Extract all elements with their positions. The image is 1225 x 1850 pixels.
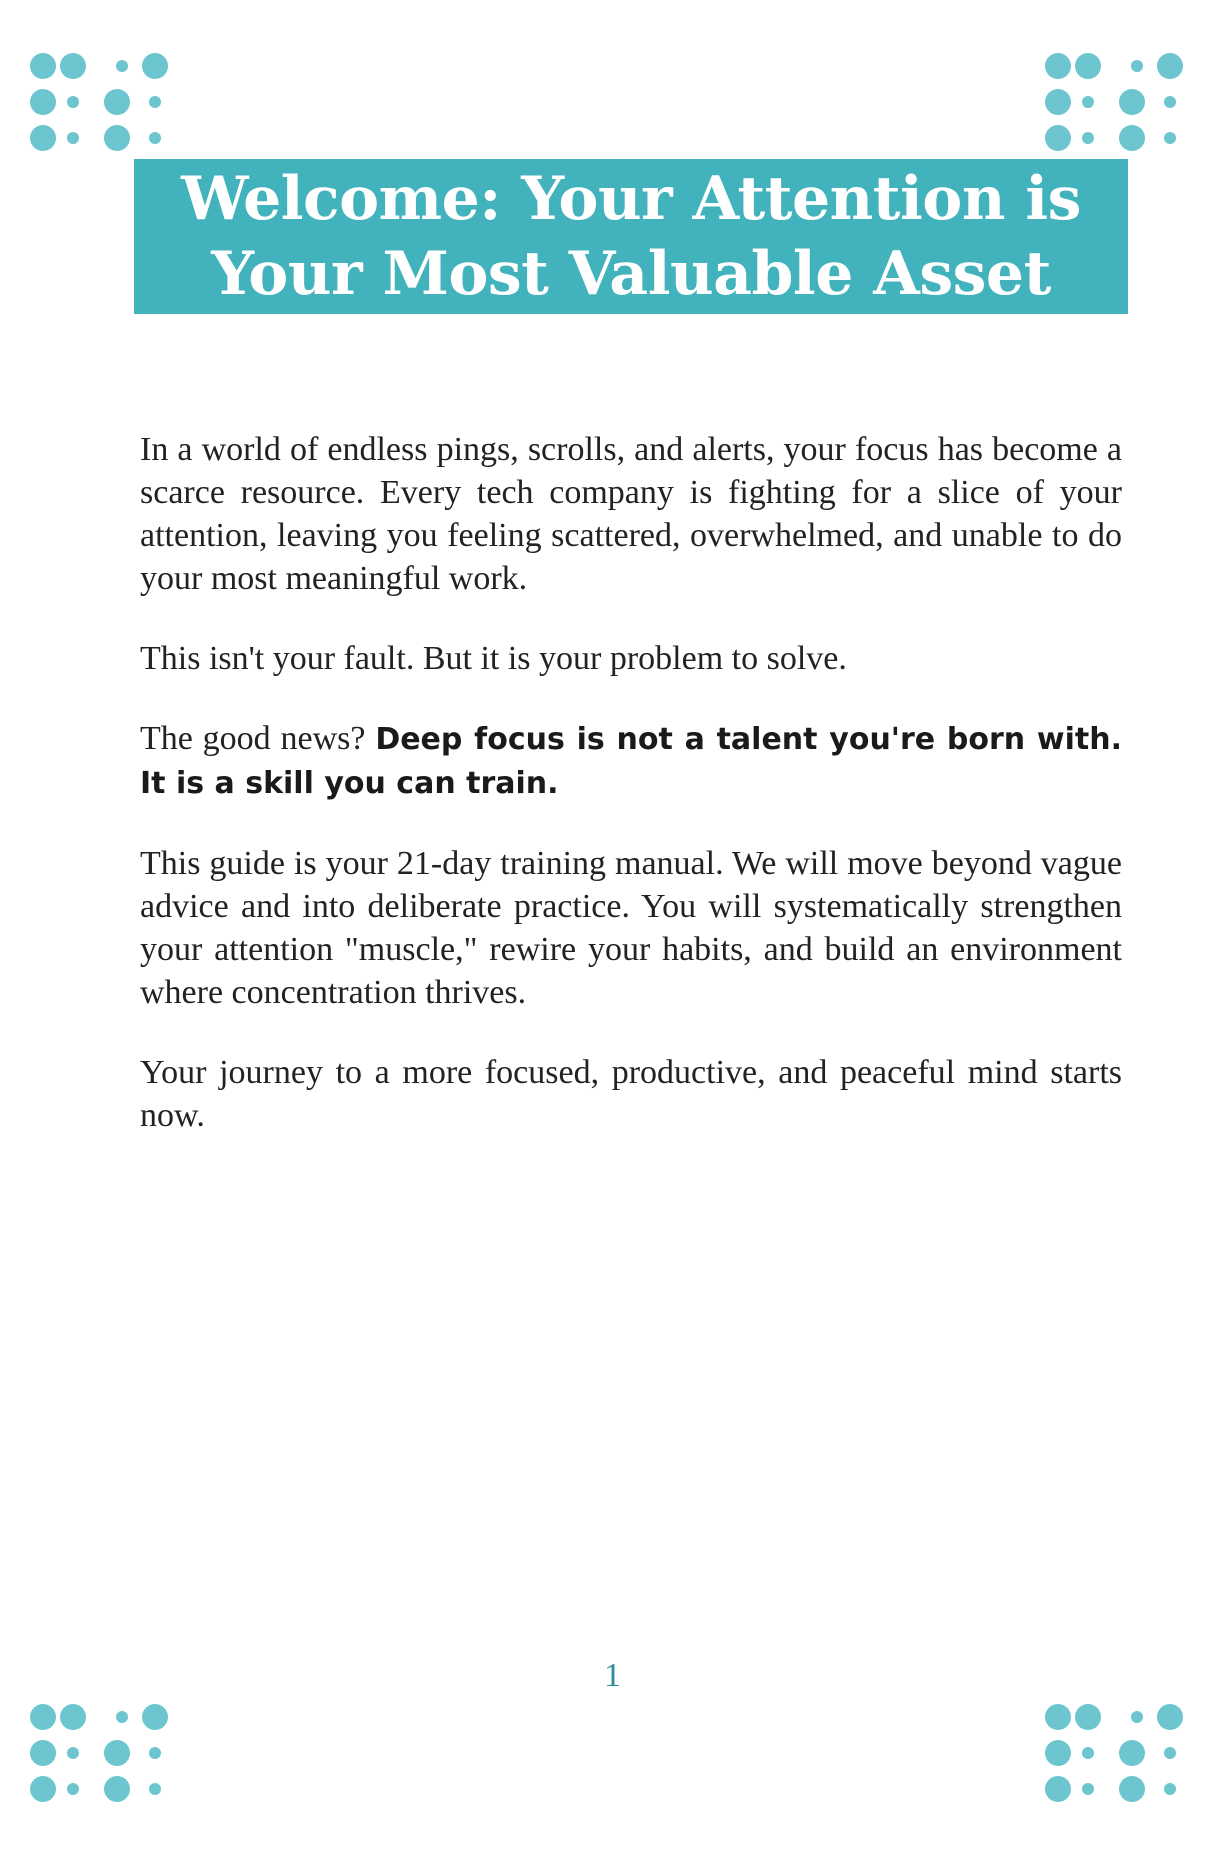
decorative-dot (149, 96, 161, 108)
decorative-dot (30, 1776, 56, 1802)
decorative-dot (1164, 132, 1176, 144)
decorative-dot (1164, 1747, 1176, 1759)
decorative-dot (30, 1740, 56, 1766)
paragraph-intro: In a world of endless pings, scrolls, and alerts, your focus has become a scarce resource. Every tech company is fighting for a slice of your attention, leaving you feeling scattered, overwhelmed, and unable to do your most meaningful work. (140, 431, 1122, 597)
decorative-dot (30, 1704, 56, 1730)
decorative-dot (1082, 96, 1094, 108)
decorative-dot (1157, 53, 1183, 79)
decorative-dot (116, 60, 128, 72)
decorative-dot (1075, 1704, 1101, 1730)
decorative-dot (104, 125, 130, 151)
decorative-dot (67, 1783, 79, 1795)
paragraph-good-news (140, 717, 1122, 805)
decorative-dot (67, 132, 79, 144)
top-left-dot-pattern (30, 52, 170, 152)
decorative-dot (149, 1747, 161, 1759)
page-number: 1 (604, 1657, 621, 1694)
paragraph-journey: Your journey to a more focused, productive, and peaceful mind starts now. (140, 1054, 1122, 1134)
decorative-dot (1045, 125, 1071, 151)
decorative-dot (1119, 89, 1145, 115)
body-text (140, 428, 1122, 1174)
decorative-dot (116, 1711, 128, 1723)
decorative-dot (1082, 1783, 1094, 1795)
page-title (181, 162, 1081, 312)
decorative-dot (149, 1783, 161, 1795)
decorative-dot (67, 96, 79, 108)
paragraph-guide: This guide is your 21-day training manual. We will move beyond vague advice and into deliberate practice. You will systematically strengthen your attention "muscle," rewire your habits, and build an environment where concentration thrives. (140, 845, 1122, 1011)
good-news-emphasis: Deep focus is not a talent you're born with. It is a skill you can train. (140, 722, 1122, 801)
decorative-dot (1164, 96, 1176, 108)
decorative-dot (142, 53, 168, 79)
decorative-dot (60, 53, 86, 79)
good-news-lead: The good news? (140, 720, 376, 757)
decorative-dot (1045, 89, 1071, 115)
decorative-dot (1045, 53, 1071, 79)
top-right-dot-pattern (1045, 52, 1185, 152)
decorative-dot (30, 125, 56, 151)
decorative-dot (142, 1704, 168, 1730)
decorative-dot (1045, 1704, 1071, 1730)
paragraph-fault: This isn't your fault. But it is your problem to solve. (140, 640, 847, 677)
title-line-2: Your Most Valuable Asset (211, 238, 1051, 309)
decorative-dot (1045, 1776, 1071, 1802)
decorative-dot (1157, 1704, 1183, 1730)
decorative-dot (1131, 60, 1143, 72)
decorative-dot (30, 89, 56, 115)
decorative-dot (104, 1776, 130, 1802)
decorative-dot (60, 1704, 86, 1730)
decorative-dot (104, 89, 130, 115)
decorative-dot (30, 53, 56, 79)
bottom-right-dot-pattern (1045, 1703, 1185, 1803)
decorative-dot (1082, 1747, 1094, 1759)
decorative-dot (149, 132, 161, 144)
decorative-dot (1119, 1740, 1145, 1766)
title-banner (134, 159, 1128, 314)
title-line-1: Welcome: Your Attention is (181, 163, 1081, 234)
decorative-dot (1119, 1776, 1145, 1802)
bottom-left-dot-pattern (30, 1703, 170, 1803)
decorative-dot (1075, 53, 1101, 79)
decorative-dot (1082, 132, 1094, 144)
decorative-dot (1131, 1711, 1143, 1723)
decorative-dot (1119, 125, 1145, 151)
decorative-dot (67, 1747, 79, 1759)
decorative-dot (104, 1740, 130, 1766)
decorative-dot (1045, 1740, 1071, 1766)
decorative-dot (1164, 1783, 1176, 1795)
